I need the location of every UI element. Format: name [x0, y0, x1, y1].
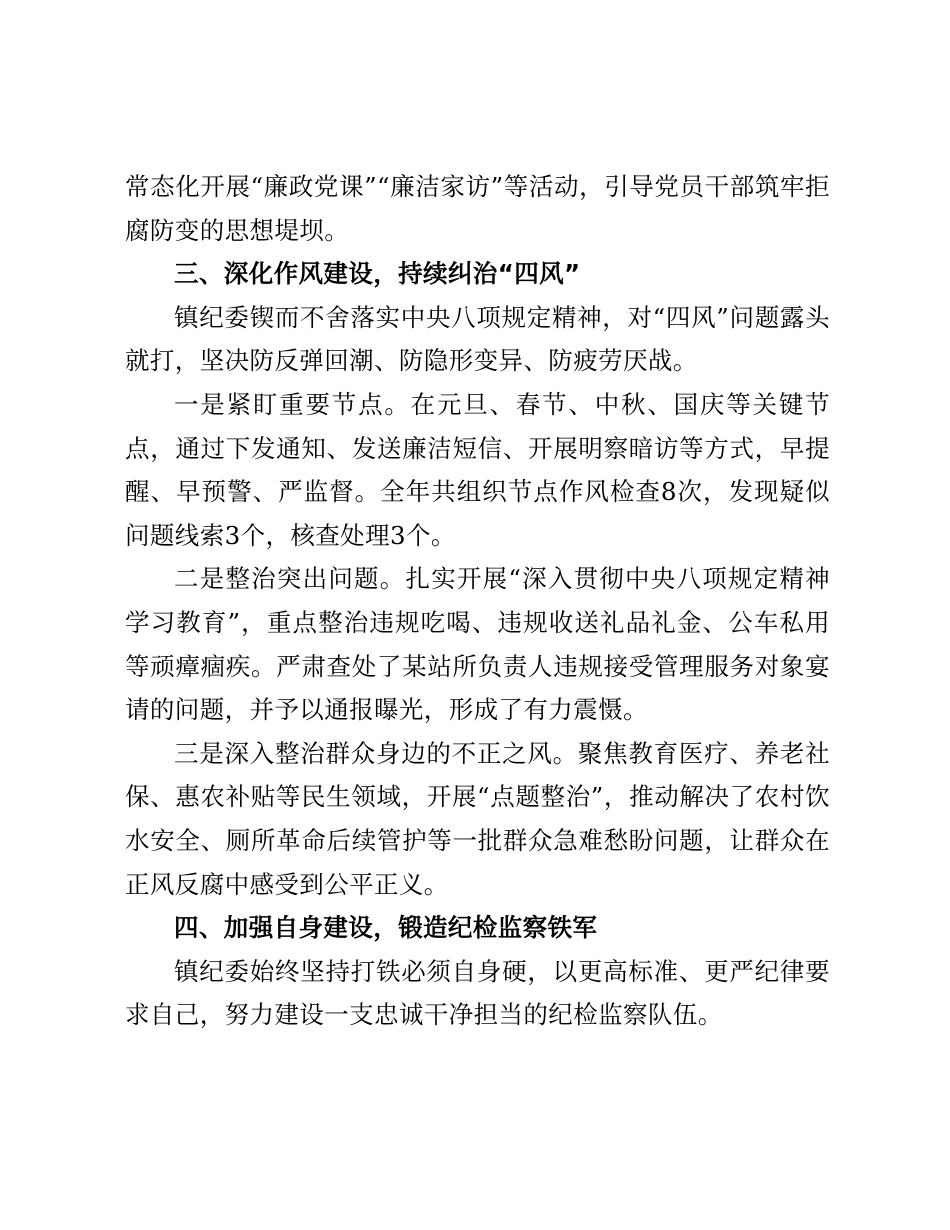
paragraph-prominent-issues: 二是整治突出问题。扎实开展“深入贯彻中央八项规定精神学习教育”，重点整治违规吃喝、违规收送礼品礼金、公车私用等顽瘴痼疾。严肃查处了某站所负责人违规接受管理服务对象宴请的问题，并予以通报曝光，形成了有力震慑。: [125, 564, 830, 725]
document-page: [125, 165, 830, 1037]
section-heading-three: 三、深化作风建设，持续纠治“四风”: [174, 259, 581, 289]
paragraph-intro-four-winds: 镇纪委锲而不舍落实中央八项规定精神，对“四风”问题露头就打，坚决防反弹回潮、防隐形变异、防疲劳厌战。: [125, 302, 830, 376]
paragraph-continuation: 常态化开展“廉政党课”“廉洁家访”等活动，引导党员干部筑牢拒腐防变的思想堤坝。: [125, 172, 830, 245]
paragraph-grassroots-misconduct: 三是深入整治群众身边的不正之风。聚焦教育医疗、养老社保、惠农补贴等民生领域，开展“点题整治”，推动解决了农村饮水安全、厕所革命后续管护等一批群众急难愁盼问题，让群众在正风反腐中感受到公平正义。: [125, 738, 830, 899]
section-heading-four: 四、加强自身建设，锻造纪检监察铁军: [174, 913, 598, 943]
paragraph-self-building: 镇纪委始终坚持打铁必须自身硬，以更高标准、更严纪律要求自己，努力建设一支忠诚干净担当的纪检监察队伍。: [125, 956, 830, 1030]
paragraph-key-dates: 一是紧盯重要节点。在元旦、春节、中秋、国庆等关键节点，通过下发通知、发送廉洁短信、开展明察暗访等方式，早提醒、早预警、严监督。全年共组织节点作风检查8次，发现疑似问题线索3个，核查处理3个。: [125, 389, 830, 550]
